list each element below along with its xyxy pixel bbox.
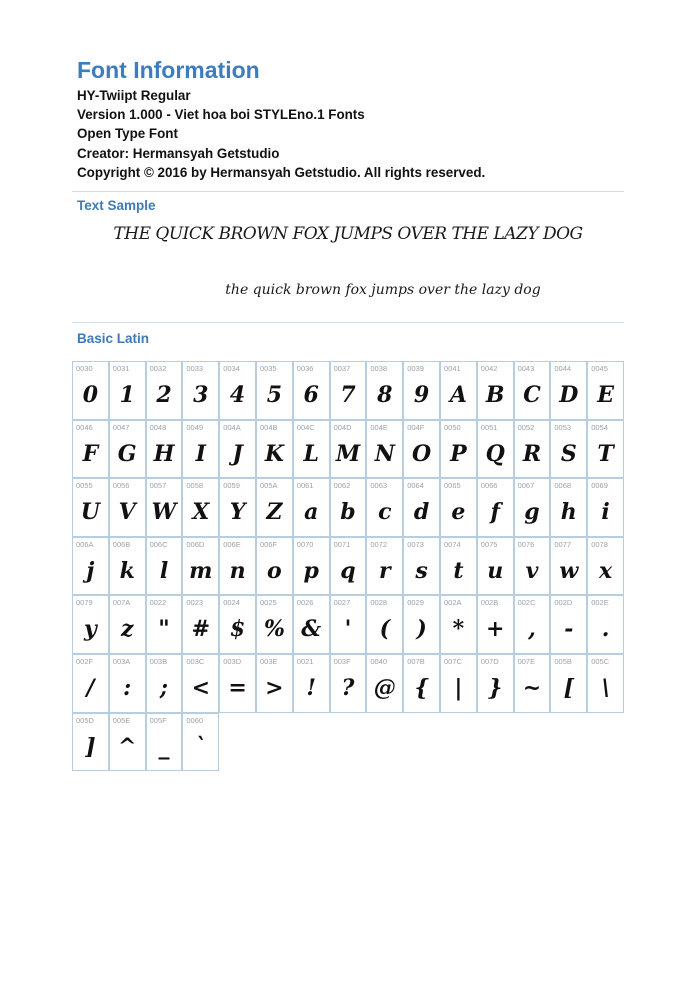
- glyph-char: Z: [266, 499, 283, 526]
- glyph-cell: [440, 654, 477, 713]
- glyph-cell: [587, 537, 624, 596]
- glyph-char: l: [159, 557, 169, 584]
- glyph-char: Q: [485, 440, 505, 467]
- glyph-cell: [440, 420, 477, 479]
- glyph-char: -: [564, 616, 574, 643]
- glyph-cell: [256, 537, 293, 596]
- glyph-cell: [366, 537, 403, 596]
- glyph-code: 0072: [370, 539, 388, 549]
- glyph-char: u: [487, 557, 504, 584]
- glyph-code: 0034: [223, 364, 240, 373]
- glyph-code: 005A: [260, 481, 278, 491]
- glyph-char: O: [412, 440, 432, 467]
- glyph-char: H: [153, 440, 175, 467]
- glyph-code: 003A: [112, 657, 131, 666]
- glyph-char: #: [191, 616, 210, 643]
- glyph-cell: [440, 537, 477, 596]
- glyph-code: 0057: [149, 481, 167, 491]
- glyph-cell: [146, 713, 183, 772]
- glyph-char: @: [373, 675, 396, 701]
- glyph-cell: [219, 361, 256, 420]
- glyph-char: c: [378, 499, 392, 526]
- glyph-char: r: [378, 557, 391, 584]
- glyph-code: 0076: [517, 539, 535, 549]
- glyph-cell: [146, 361, 183, 420]
- glyph-code: 007D: [480, 657, 499, 666]
- sample-uppercase: THE QUICK BROWN FOX JUMPS OVER THE LAZY DOG: [113, 224, 583, 244]
- glyph-char: g: [524, 499, 540, 526]
- glyph-code: 002B: [480, 598, 499, 608]
- glyph-char: F: [82, 440, 99, 467]
- glyph-char: R: [522, 440, 542, 467]
- glyph-char: {: [414, 675, 429, 701]
- glyph-cell: [550, 654, 587, 713]
- glyph-code: 0039: [407, 364, 424, 373]
- glyph-cell: [182, 420, 219, 479]
- glyph-char: *: [452, 616, 465, 643]
- glyph-code: 003B: [149, 657, 168, 666]
- glyph-char: 5: [266, 382, 283, 408]
- text-sample-heading: Text Sample: [77, 198, 156, 213]
- glyph-char: 9: [413, 382, 430, 408]
- glyph-cell: [330, 420, 367, 479]
- glyph-char: a: [304, 499, 319, 526]
- glyph-code: 006A: [76, 539, 94, 549]
- glyph-code: 0064: [407, 481, 424, 491]
- sample-lowercase: the quick brown fox jumps over the lazy dog: [225, 282, 541, 298]
- glyph-code: 0075: [480, 539, 498, 549]
- glyph-char: =: [228, 675, 247, 701]
- glyph-char: }: [488, 675, 503, 701]
- glyph-code: 0031: [112, 364, 130, 373]
- glyph-code: 005C: [591, 657, 610, 666]
- glyph-code: 0078: [591, 539, 608, 549]
- glyph-char: L: [303, 440, 319, 467]
- glyph-code: 0037: [333, 364, 351, 373]
- glyph-code: 0040: [370, 657, 388, 666]
- glyph-code: 002D: [554, 598, 573, 608]
- glyph-code: 005B: [554, 657, 572, 666]
- glyph-code: 005F: [149, 715, 167, 725]
- glyph-char: i: [601, 499, 610, 526]
- glyph-cell: [109, 537, 146, 596]
- glyph-code: 006F: [260, 539, 278, 549]
- glyph-code: 0045: [591, 364, 608, 373]
- glyph-char: x: [599, 557, 613, 584]
- glyph-code: 0021: [296, 657, 314, 666]
- glyph-cell: [146, 420, 183, 479]
- glyph-cell: [587, 420, 624, 479]
- glyph-cell: [514, 654, 551, 713]
- glyph-char: S: [560, 440, 577, 467]
- glyph-cell: [403, 420, 440, 479]
- glyph-char: W: [151, 499, 177, 526]
- glyph-cell: [182, 478, 219, 537]
- glyph-code: 0033: [186, 364, 204, 373]
- glyph-cell: [293, 654, 330, 713]
- glyph-code: 0022: [149, 598, 167, 608]
- glyph-code: 007C: [444, 657, 462, 666]
- glyph-code: 0056: [112, 481, 130, 491]
- glyph-char: p: [303, 557, 319, 584]
- glyph-code: 0053: [554, 422, 572, 432]
- glyph-code: 0068: [554, 481, 572, 491]
- glyph-char: K: [264, 440, 284, 467]
- font-info-block: [77, 86, 485, 182]
- glyph-cell: [219, 654, 256, 713]
- glyph-cell: [330, 595, 367, 654]
- glyph-code: 006D: [186, 539, 205, 549]
- glyph-char: (: [379, 616, 390, 643]
- glyph-code: 0079: [76, 598, 93, 608]
- glyph-cell: [477, 478, 514, 537]
- glyph-code: 0077: [554, 539, 572, 549]
- glyph-code: 0069: [591, 481, 608, 491]
- glyph-code: 0071: [333, 539, 351, 549]
- glyph-char: X: [192, 499, 210, 526]
- glyph-char: .: [601, 616, 610, 643]
- glyph-cell: [366, 478, 403, 537]
- glyph-char: G: [117, 440, 137, 467]
- glyph-char: j: [86, 557, 95, 584]
- glyph-char: B: [485, 382, 505, 408]
- glyph-code: 007B: [407, 657, 425, 666]
- glyph-cell: [146, 537, 183, 596]
- glyph-code: 0051: [480, 422, 498, 432]
- glyph-char: ): [416, 616, 427, 643]
- glyph-cell: [109, 713, 146, 772]
- glyph-cell: [219, 595, 256, 654]
- glyph-char: _: [158, 733, 170, 760]
- glyph-cell: [72, 361, 109, 420]
- glyph-cell: [256, 595, 293, 654]
- glyph-code: 0062: [333, 481, 351, 491]
- glyph-char: !: [306, 675, 317, 701]
- glyph-cell: [109, 654, 146, 713]
- glyph-cell: [293, 537, 330, 596]
- glyph-cell: [109, 595, 146, 654]
- glyph-char: ": [158, 616, 170, 643]
- glyph-code: 0044: [554, 364, 572, 373]
- glyph-char: q: [340, 557, 356, 584]
- glyph-cell: [403, 537, 440, 596]
- font-type: Open Type Font: [77, 126, 178, 142]
- glyph-code: 0052: [517, 422, 535, 432]
- glyph-cell: [550, 478, 587, 537]
- glyph-char: \: [601, 675, 610, 701]
- glyph-char: I: [195, 440, 206, 467]
- glyph-char: n: [229, 557, 246, 584]
- glyph-cell: [550, 420, 587, 479]
- glyph-cell: [146, 654, 183, 713]
- glyph-code: 004F: [407, 422, 425, 432]
- glyph-cell: [146, 478, 183, 537]
- glyph-char: C: [523, 382, 541, 408]
- glyph-code: 0042: [480, 364, 498, 373]
- glyph-cell: [440, 595, 477, 654]
- glyph-cell: [477, 420, 514, 479]
- glyph-code: 0049: [186, 422, 204, 432]
- glyph-char: T: [597, 440, 614, 467]
- glyph-char: ~: [522, 675, 542, 701]
- glyph-code: 0058: [186, 481, 204, 491]
- glyph-char: 1: [119, 382, 135, 408]
- glyph-char: f: [490, 499, 500, 526]
- glyph-cell: [219, 478, 256, 537]
- glyph-code: 0038: [370, 364, 388, 373]
- glyph-code: 0027: [333, 598, 351, 608]
- glyph-code: 0036: [296, 364, 314, 373]
- glyph-char: /: [86, 675, 95, 701]
- glyph-cell: [550, 595, 587, 654]
- glyph-code: 0066: [480, 481, 498, 491]
- glyph-code: 006B: [112, 539, 131, 549]
- font-version: Version 1.000 - Viet hoa boi STYLEno.1 Fonts: [77, 107, 365, 123]
- glyph-char: 4: [229, 382, 246, 408]
- glyph-code: 002E: [591, 598, 609, 608]
- glyph-char: b: [340, 499, 356, 526]
- glyph-cell: [293, 420, 330, 479]
- glyph-code: 004B: [260, 422, 278, 432]
- glyph-code: 0025: [260, 598, 277, 608]
- glyph-code: 005E: [112, 715, 131, 725]
- font-creator: Creator: Hermansyah Getstudio: [77, 145, 280, 161]
- glyph-cell: [366, 654, 403, 713]
- glyph-char: o: [267, 557, 282, 584]
- glyph-code: 0023: [186, 598, 204, 608]
- page-title: Font Information: [77, 57, 260, 83]
- glyph-cell: [330, 478, 367, 537]
- font-copyright: Copyright © 2016 by Hermansyah Getstudio. All rights reserved.: [77, 164, 486, 180]
- glyph-cell: [330, 654, 367, 713]
- glyph-cell: [256, 654, 293, 713]
- glyph-char: +: [485, 616, 505, 643]
- glyph-char: v: [525, 557, 539, 584]
- glyph-cell: [403, 654, 440, 713]
- glyph-char: :: [123, 675, 132, 701]
- glyph-cell: [256, 361, 293, 420]
- glyph-cell: [256, 420, 293, 479]
- glyph-cell: [293, 595, 330, 654]
- glyph-char: |: [454, 675, 463, 701]
- glyph-code: 0061: [296, 481, 314, 491]
- glyph-char: U: [80, 499, 100, 526]
- glyph-char: V: [118, 499, 136, 526]
- glyph-char: w: [559, 557, 579, 584]
- glyph-cell: [109, 361, 146, 420]
- glyph-cell: [550, 361, 587, 420]
- glyph-char: 7: [340, 382, 356, 408]
- glyph-char: $: [229, 616, 246, 643]
- glyph-cell: [293, 478, 330, 537]
- glyph-char: E: [597, 382, 614, 408]
- glyph-cell: [182, 537, 219, 596]
- glyph-code: 0048: [149, 422, 167, 432]
- glyph-char: J: [232, 440, 243, 467]
- glyph-char: 6: [303, 382, 319, 408]
- glyph-char: M: [335, 440, 361, 467]
- glyph-code: 0047: [112, 422, 130, 432]
- glyph-char: 8: [377, 382, 393, 408]
- glyph-code: 0060: [186, 715, 204, 725]
- glyph-code: 0032: [149, 364, 167, 373]
- glyph-char: %: [263, 616, 285, 643]
- glyph-char: k: [119, 557, 135, 584]
- glyph-code: 0026: [296, 598, 314, 608]
- glyph-char: <: [191, 675, 210, 701]
- divider: [72, 322, 624, 323]
- glyph-code: 0043: [517, 364, 535, 373]
- glyph-cell: [109, 478, 146, 537]
- glyph-code: 002C: [517, 598, 536, 608]
- glyph-cell: [587, 478, 624, 537]
- glyph-code: 0067: [517, 481, 535, 491]
- glyph-cell: [514, 478, 551, 537]
- glyph-char: ?: [341, 675, 355, 701]
- glyph-code: 0050: [444, 422, 461, 432]
- glyph-code: 0024: [223, 598, 240, 608]
- glyph-code: 002F: [76, 657, 94, 666]
- glyph-cell: [182, 654, 219, 713]
- glyph-code: 006E: [223, 539, 241, 549]
- glyph-cell: [72, 537, 109, 596]
- divider: [72, 191, 624, 192]
- glyph-code: 0030: [76, 364, 93, 373]
- glyph-char: ': [344, 616, 352, 643]
- glyph-char: &: [301, 616, 322, 643]
- glyph-code: 0035: [260, 364, 277, 373]
- font-name: HY-Twiipt Regular: [77, 88, 191, 103]
- glyph-cell: [219, 537, 256, 596]
- glyph-code: 005D: [76, 715, 94, 725]
- glyph-code: 003C: [186, 657, 205, 666]
- glyph-code: 004E: [370, 422, 388, 432]
- glyph-cell: [182, 361, 219, 420]
- glyph-char: D: [559, 382, 579, 408]
- glyph-char: N: [374, 440, 395, 467]
- glyph-code: 003E: [260, 657, 278, 666]
- glyph-cell: [587, 595, 624, 654]
- glyph-code: 007E: [517, 657, 536, 666]
- glyph-code: 007A: [112, 598, 131, 608]
- glyph-cell: [72, 595, 109, 654]
- glyph-char: y: [84, 616, 97, 643]
- glyph-cell: [587, 361, 624, 420]
- glyph-cell: [330, 361, 367, 420]
- glyph-char: ;: [159, 675, 169, 701]
- glyph-cell: [403, 361, 440, 420]
- glyph-char: m: [189, 557, 213, 584]
- glyph-code: 006C: [149, 539, 168, 549]
- glyph-code: 0063: [370, 481, 388, 491]
- glyph-char: t: [453, 557, 464, 584]
- glyph-code: 0059: [223, 481, 240, 491]
- glyph-cell: [514, 595, 551, 654]
- glyph-char: e: [451, 499, 466, 526]
- glyph-cell: [330, 537, 367, 596]
- glyph-cell: [514, 361, 551, 420]
- glyph-cell: [219, 420, 256, 479]
- glyph-char: s: [415, 557, 428, 584]
- glyph-cell: [366, 361, 403, 420]
- glyph-cell: [366, 595, 403, 654]
- glyph-code: 0074: [444, 539, 461, 549]
- glyph-cell: [366, 420, 403, 479]
- glyph-cell: [477, 361, 514, 420]
- glyph-cell: [72, 654, 109, 713]
- glyph-char: 2: [156, 382, 172, 408]
- glyph-code: 0065: [444, 481, 461, 491]
- glyph-cell: [440, 361, 477, 420]
- glyph-cell: [182, 713, 219, 772]
- glyph-char: [: [563, 675, 574, 701]
- glyph-char: z: [120, 616, 134, 643]
- glyph-cell: [587, 654, 624, 713]
- glyph-cell: [477, 537, 514, 596]
- glyph-cell: [514, 537, 551, 596]
- glyph-cell: [550, 537, 587, 596]
- glyph-cell: [146, 595, 183, 654]
- glyph-cell: [182, 595, 219, 654]
- glyph-cell: [256, 478, 293, 537]
- glyph-char: h: [560, 499, 577, 526]
- glyph-code: 004D: [333, 422, 352, 432]
- glyph-code: 0041: [444, 364, 461, 373]
- glyph-char: Y: [229, 499, 246, 526]
- glyph-code: 0029: [407, 598, 424, 608]
- glyph-cell: [403, 595, 440, 654]
- glyph-code: 004C: [296, 422, 315, 432]
- glyph-cell: [72, 478, 109, 537]
- glyph-cell: [109, 420, 146, 479]
- glyph-char: P: [450, 440, 467, 467]
- glyph-char: d: [413, 499, 430, 526]
- glyph-cell: [477, 654, 514, 713]
- glyph-code: 0028: [370, 598, 388, 608]
- glyph-code: 0073: [407, 539, 424, 549]
- glyph-char: ,: [528, 616, 536, 643]
- glyph-cell: [440, 478, 477, 537]
- glyph-code: 0070: [296, 539, 314, 549]
- glyph-cell: [293, 361, 330, 420]
- glyph-char: >: [265, 675, 284, 701]
- glyph-cell: [477, 595, 514, 654]
- glyph-cell: [72, 420, 109, 479]
- glyph-cell: [514, 420, 551, 479]
- glyph-code: 0046: [76, 422, 93, 432]
- glyph-cell: [403, 478, 440, 537]
- glyph-char: 3: [193, 382, 209, 408]
- glyph-char: A: [449, 382, 467, 408]
- glyph-code: 003F: [333, 657, 351, 666]
- glyph-char: `: [195, 733, 207, 760]
- basic-latin-heading: Basic Latin: [77, 331, 150, 346]
- glyph-code: 004A: [223, 422, 241, 432]
- glyph-code: 0054: [591, 422, 608, 432]
- glyph-cell: [72, 713, 109, 772]
- glyph-char: 0: [82, 382, 99, 408]
- glyph-code: 002A: [444, 598, 462, 608]
- glyph-char: ^: [117, 733, 137, 760]
- glyph-code: 0055: [76, 481, 93, 491]
- glyph-code: 003D: [223, 657, 242, 666]
- glyph-char: ]: [85, 733, 96, 760]
